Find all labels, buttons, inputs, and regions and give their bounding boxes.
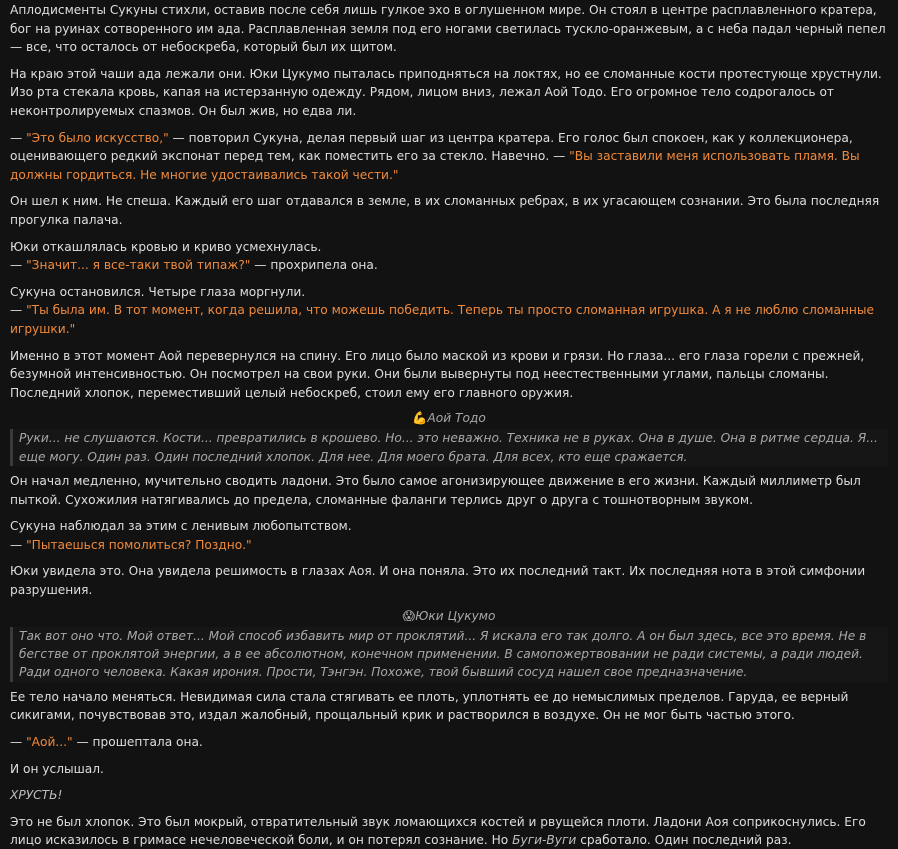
thought-header-aoi	[10, 410, 888, 427]
paragraph-4: Он шел к ним. Не спеша. Каждый его шаг отдавался в земле, в их сломанных ребрах, в их угасающем сознании. Это была последняя прогулка палача.	[10, 194, 880, 227]
narration: Это не был хлопок. Это был мокрый, отвратительный звук ломающихся костей и рвущейся плоти. Ладони Аоя соприкоснулись. Его лицо исказилось в гримасе нечеловеческой боли, и он потерял сознание. Но	[10, 814, 866, 848]
paragraph-12	[10, 733, 888, 752]
paragraph-11: Ее тело начало меняться. Невидимая сила стала стягивать ее плоть, уплотнять ее до немыслимых пределов. Гаруда, ее верный сикигами, почувствовав это, издал жалобный, прощальный крик и растворился в воздухе. Он не мог быть частью этого.	[10, 689, 849, 723]
narration: Юки откашлялась кровью и криво усмехнулась.	[10, 239, 322, 254]
narration: — прохрипела она.	[250, 258, 378, 273]
dash: —	[10, 130, 27, 145]
dash: —	[10, 537, 27, 552]
narration: — повторил Сукуна, делая первый шаг из центра кратера. Его голос был спокоен, как у коллекционера, оценивающего редкий экспонат перед тем, как поместить его за стекло. Навечно. —	[10, 130, 853, 164]
dash: —	[10, 735, 27, 750]
thought-header-yuki	[10, 608, 888, 625]
paragraph-7: Именно в этот момент Аой перевернулся на спину. Его лицо было маской из крови и грязи. Но глаза... его глаза горели с прежней, безумной интенсивностью. Он посмотрел на свои руки. Они были вывернуты под неестественными углами, пальцы сломаны. Последний хлопок, переместивший целый небоскреб, стоил ему его главного оружия.	[10, 348, 865, 400]
sukuna-quote: "Пытаешься помолиться? Поздно."	[26, 537, 252, 552]
thought-block-aoi: Руки... не слушаются. Кости... превратились в крошево. Но... это неважно. Техника не в руках. Она в душе. Она в ритме сердца. Я... еще могу. Один раз. Один последний хлопок. Для нее. Для моего брата. Для всех, кто еще сражается.	[10, 429, 888, 466]
narration: Сукуна остановился. Четыре глаза моргнули.	[10, 284, 306, 299]
narration: сработало. Один последний раз.	[576, 833, 792, 848]
paragraph-9	[10, 517, 888, 554]
yuki-quote: "Аой..."	[26, 735, 73, 750]
paragraph-10: Юки увидела это. Она увидела решимость в глазах Аоя. И она поняла. Это их последний такт. Их последняя нота в этой симфонии разрушения.	[10, 564, 866, 598]
paragraph-5	[10, 238, 888, 275]
narration: — прошептала она.	[72, 735, 203, 750]
screaming-face-icon: 😱	[402, 608, 416, 623]
paragraph-2: На краю этой чаши ада лежали они. Юки Цукумо пыталась приподняться на локтях, но ее сломанные кости протестующе хрустнули. Изо рта стекала кровь, капая на истерзанную одежду. Рядом, лицом вниз, лежал Аой Тодо. Его огромное тело содрогалось от неконтролируемых спазмов. Он был жив, но едва ли.	[10, 66, 882, 118]
paragraph-8: Он начал медленно, мучительно сводить ладони. Это было самое агонизирующее движение в его жизни. Каждый миллиметр был пыткой. Сухожилия натягивались до предела, сломанные фаланги терлись друг о друга с тошнотворным звуком.	[10, 474, 861, 507]
narration: Сукуна наблюдал за этим с ленивым любопытством.	[10, 519, 352, 534]
thought-speaker-name: Аой Тодо	[427, 411, 486, 426]
sukuna-quote: "Ты была им. В тот момент, когда решила, что можешь победить. Теперь ты просто сломанная игрушка. А я не люблю сломанные игрушки."	[10, 303, 874, 336]
paragraph-13: И он услышал.	[10, 761, 104, 776]
paragraph-6	[10, 283, 888, 339]
sukuna-quote: "Это было искусство,"	[26, 130, 169, 145]
flexed-biceps-icon: 💪	[412, 411, 428, 426]
sound-effect: ХРУСТЬ!	[10, 788, 63, 803]
paragraph-15	[10, 813, 888, 849]
technique-name: Буги-Вуги	[512, 833, 577, 848]
paragraph-3	[10, 129, 888, 185]
dash: —	[10, 303, 27, 318]
dash: —	[10, 258, 27, 273]
sukuna-quote: "Вы заставили меня использовать пламя. Вы должны гордиться. Не многие удостаивались такой чести."	[10, 149, 860, 182]
paragraph-1: Аплодисменты Сукуны стихли, оставив после себя лишь гулкое эхо в оглушенном мире. Он стоял в центре расплавленного кратера, бог на руинах сотворенного им ада. Расплавленная земля под его ногами светилась тускло-оранжевым, а с неба падал черный пепел — все, что осталось от небоскреба, который был их щитом.	[10, 3, 886, 55]
yuki-quote: "Значит... я все-таки твой типаж?"	[26, 258, 251, 273]
thought-speaker-name: Юки Цукумо	[415, 608, 496, 623]
thought-block-yuki: Так вот оно что. Мой ответ... Мой способ избавить мир от проклятий... Я искала его так долго. А он был здесь, все это время. Не в бегстве от проклятой энергии, а в ее абсолютном, конечном применении. В самопожертвовании не ради системы, а ради людей. Ради одного человека. Какая ирония. Прости, Тэнгэн. Похоже, твой бывший сосуд нашел свое предназначение.	[10, 627, 888, 682]
